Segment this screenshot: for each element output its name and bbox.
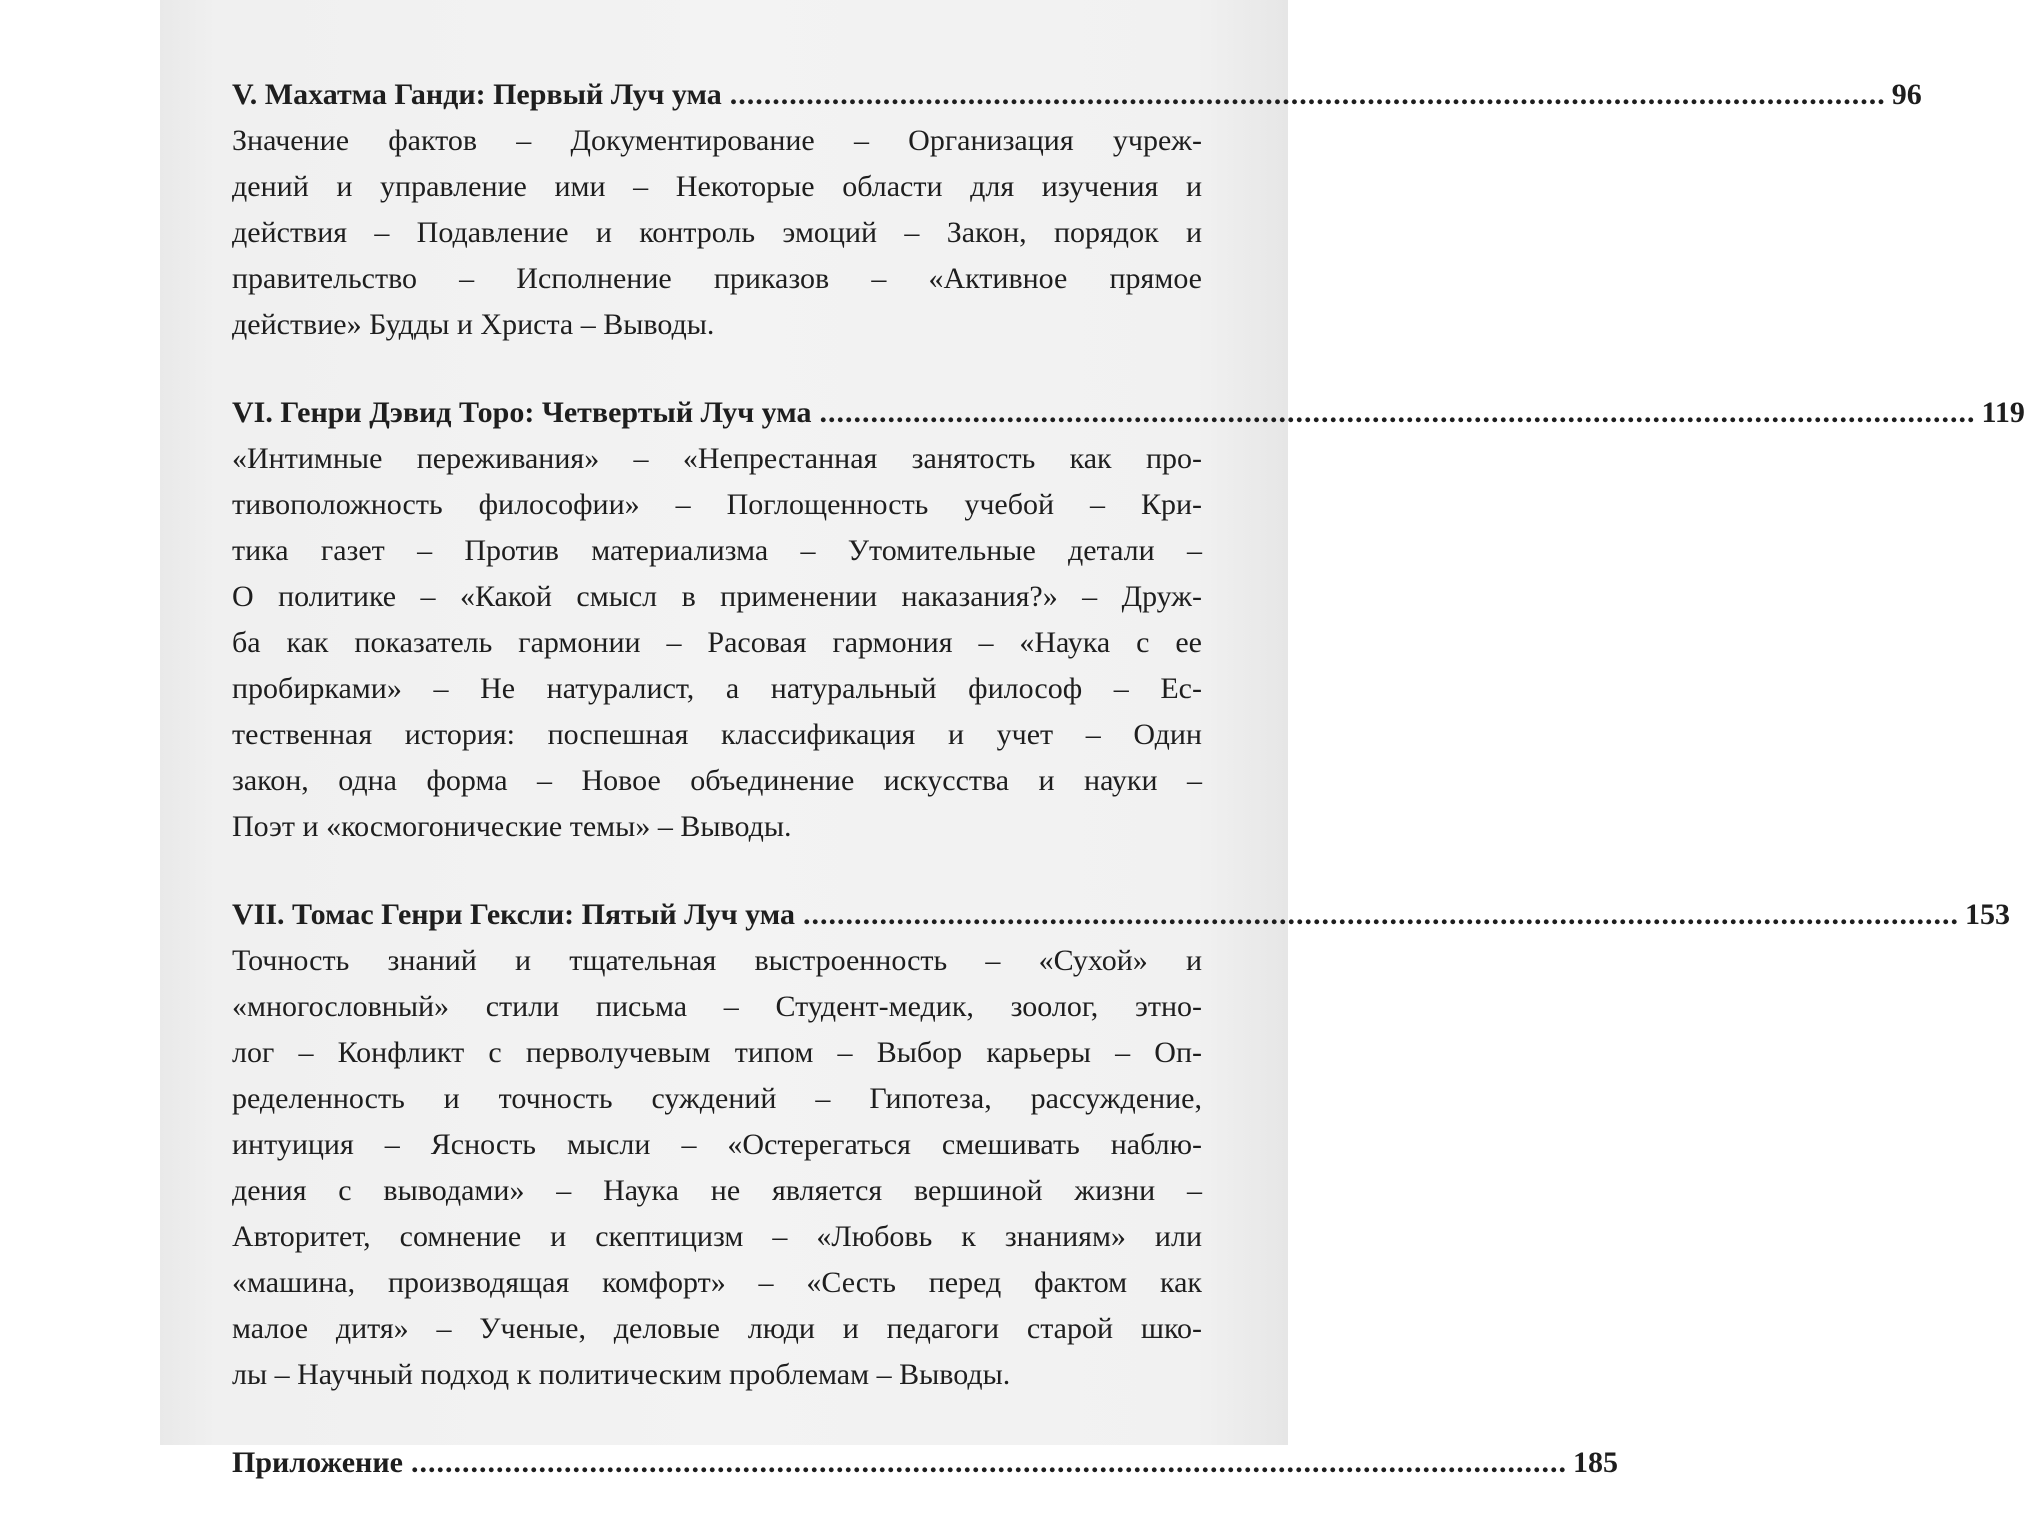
description-line: правительство – Исполнение приказов – «Активное прямое	[232, 262, 1202, 295]
description-line: дений и управление ими – Некоторые области для изучения и	[232, 170, 1202, 203]
chapter-title: V. Махатма Ганди: Первый Луч ума	[232, 78, 722, 111]
description-line: закон, одна форма – Новое объединение искусства и науки –	[232, 764, 1202, 797]
description-line: пробирками» – Не натуралист, а натуральный философ – Ес-	[232, 672, 1202, 705]
description-line: ределенность и точность суждений – Гипотеза, рассуждение,	[232, 1082, 1202, 1115]
toc-entry-chapter-6	[232, 390, 2025, 850]
chapter-title: VI. Генри Дэвид Торо: Четвертый Луч ума	[232, 396, 812, 429]
description-line: тивоположность философии» – Поглощенность учебой – Кри-	[232, 488, 1202, 521]
toc-entry-chapter-5	[232, 72, 1922, 348]
description-line: Значение фактов – Документирование – Организация учреж-	[232, 124, 1202, 157]
chapter-heading	[232, 72, 1922, 118]
dot-leader: ........................................................................................................................................	[802, 898, 1959, 931]
description-line: лог – Конфликт с перволучевым типом – Выбор карьеры – Оп-	[232, 1036, 1202, 1069]
toc-entry-appendix	[232, 1440, 1618, 1486]
description-line: тика газет – Против материализма – Утомительные детали –	[232, 534, 1202, 567]
dot-leader: ........................................................................................................................................	[729, 78, 1886, 111]
dot-leader: ........................................................................................................................................	[819, 396, 1976, 429]
table-of-contents	[232, 72, 2025, 1528]
description-line: интуиция – Ясность мысли – «Остерегаться смешивать наблю-	[232, 1128, 1202, 1161]
toc-entry-chapter-7	[232, 892, 2010, 1398]
chapter-heading	[232, 892, 2010, 938]
description-line: Поэт и «космогонические темы» – Выводы.	[232, 810, 792, 843]
page-number: 96	[1891, 78, 1922, 111]
description-line: действия – Подавление и контроль эмоций – Закон, порядок и	[232, 216, 1202, 249]
chapter-description	[232, 938, 1202, 1398]
description-line: тественная история: поспешная классификация и учет – Один	[232, 718, 1202, 751]
description-line: малое дитя» – Ученые, деловые люди и педагоги старой шко-	[232, 1312, 1202, 1345]
description-line: О политике – «Какой смысл в применении наказания?» – Друж-	[232, 580, 1202, 613]
description-line: «многословный» стили письма – Студент-медик, зоолог, этно-	[232, 990, 1202, 1023]
description-line: лы – Научный подход к политическим проблемам – Выводы.	[232, 1358, 1011, 1391]
page-number: 185	[1572, 1446, 1618, 1479]
chapter-title: VII. Томас Генри Гексли: Пятый Луч ума	[232, 898, 795, 931]
page-number: 153	[1964, 898, 2010, 931]
chapter-description	[232, 436, 1202, 850]
dot-leader: ........................................................................................................................................	[410, 1446, 1567, 1479]
description-line: ба как показатель гармонии – Расовая гармония – «Наука с ее	[232, 626, 1202, 659]
description-line: Авторитет, сомнение и скептицизм – «Любовь к знаниям» или	[232, 1220, 1202, 1253]
chapter-heading	[232, 390, 2025, 436]
chapter-heading	[232, 1440, 1618, 1486]
appendix-title: Приложение	[232, 1446, 403, 1479]
description-line: дения с выводами» – Наука не является вершиной жизни –	[232, 1174, 1202, 1207]
description-line: «машина, производящая комфорт» – «Сесть перед фактом как	[232, 1266, 1202, 1299]
description-line: «Интимные переживания» – «Непрестанная занятость как про-	[232, 442, 1202, 475]
page-number: 119	[1981, 396, 2025, 429]
description-line: действие» Будды и Христа – Выводы.	[232, 308, 715, 341]
description-line: Точность знаний и тщательная выстроенность – «Сухой» и	[232, 944, 1202, 977]
chapter-description	[232, 118, 1202, 348]
